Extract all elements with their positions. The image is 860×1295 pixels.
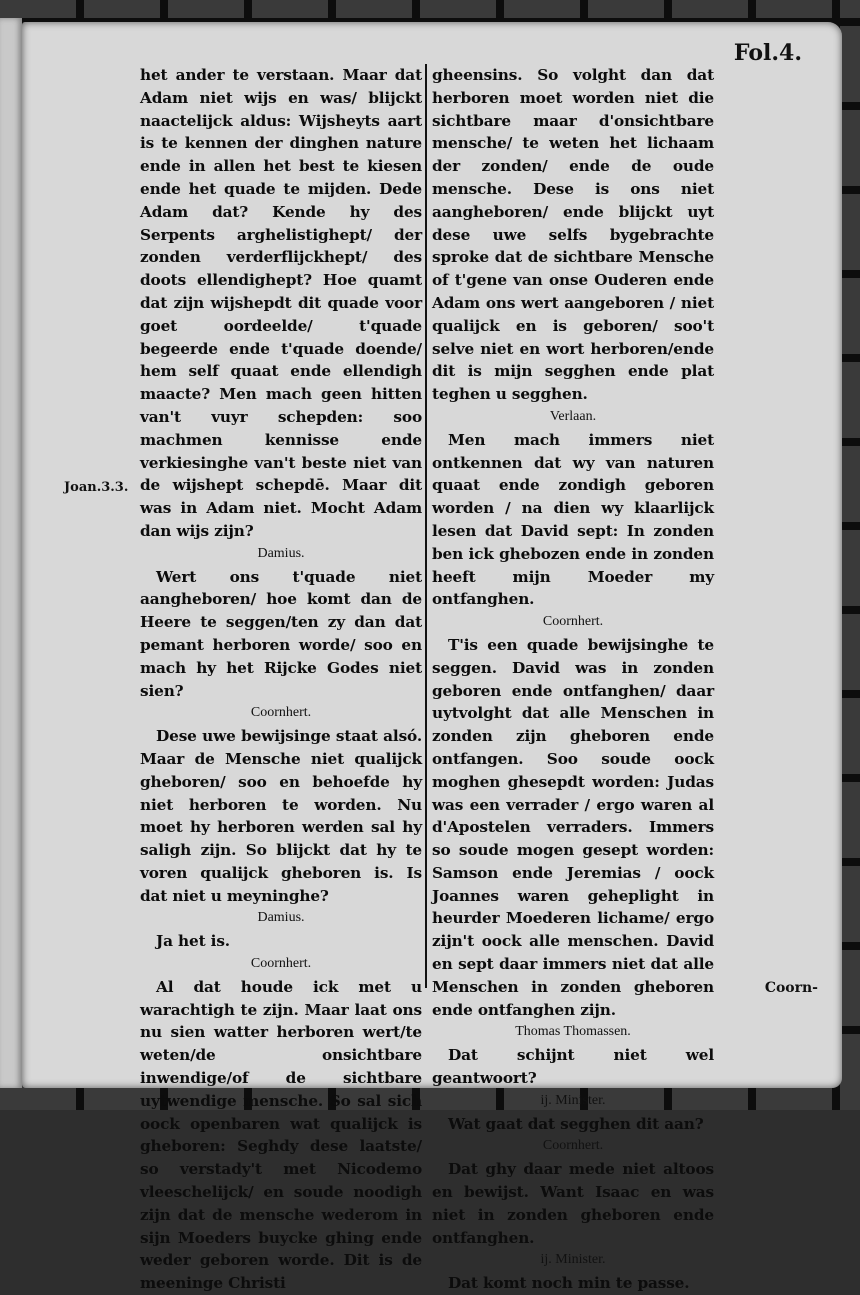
- left-column: [140, 64, 422, 1295]
- margin-reference: Joan.3.3.: [64, 480, 129, 495]
- paragraph: Dat komt noch min te passe.: [448, 1274, 690, 1293]
- speaker-name: Coornhert.: [542, 1138, 604, 1154]
- speaker-name: Damius.: [257, 545, 305, 561]
- paragraph: het ander te verstaan. Maar dat Adam niet wijs en was/ blijckt naactelijck aldus: Wijsheyts aart is te kennen der dinghen nature ende in allen het best te kiesen ende het quade te mijden. Dede Adam dat? Kende hy des Serpents arghelistighept/ der zonden verderflijckhept/ des doots ellendighept? Hoe quamt dat zijn wijshepdt dit quade voor goet oordeelde/ t'quade begeerde ende t'quade doende/ hem self quaat ende ellendigh maacte? Men mach geen hitten van't vuyr schepden: soo machmen kennisse ende verkiesinghe van't beste niet van de wijshept schepdē. Maar dit was in Adam niet. Mocht Adam dan wijs zijn?: [140, 66, 422, 540]
- paragraph: Wert ons t'quade niet aangheboren/ hoe komt dan de Heere te seggen/ten zy dan dat pemant herboren worde/ soo en mach hy het Rijcke Godes niet sien?: [140, 567, 422, 700]
- speaker-name: ij. Minister.: [540, 1252, 606, 1268]
- paragraph: gheensins. So volght dan dat herboren moet worden niet die sichtbare maar d'onsichtbare mensche/ te weten het lichaam der zonden/ ende de oude mensche. Dese is ons niet aangheboren/ ende blijckt uyt dese uwe selfs bygebrachte sproke dat de sichtbare Mensche of t'gene van onse Ouderen ende Adam ons wert aangeboren / niet qualijck en is geboren/ soo't selve niet en wort herboren/ende dit is mijn segghen ende plat teghen u segghen.: [432, 66, 714, 404]
- speaker-name: Verlaan.: [549, 408, 597, 424]
- paragraph: Wat gaat dat segghen dit aan?: [448, 1114, 704, 1133]
- speaker-name: Coornhert.: [250, 705, 312, 721]
- previous-page-edge: [0, 18, 22, 1088]
- paragraph: Men mach immers niet ontkennen dat wy van naturen quaat ende zondigh geboren worden / na dien wy klaarlijck lesen dat David sept: In zonden ben ick ghebozen ende in zonden heeft mijn Moeder my ontfanghen.: [432, 430, 714, 609]
- catchword: Coorn-: [764, 980, 818, 996]
- speaker-name: ij. Minister.: [540, 1092, 606, 1108]
- speaker-name: Coornhert.: [542, 614, 604, 630]
- folio-number: Fol.4.: [733, 40, 802, 66]
- paragraph: Al dat houde ick met u warachtigh te zijn. Maar laat ons nu sien watter herboren wert/te weten/de onsichtbare inwendige/of de sichtbare uytwendige mensche. So sal sich oock openbaren wat qualijck is gheboren: Seghdy dese laatste/ so verstady't met Nicodemo vleeschelijck/ en soude noodigh zijn dat de mensche wederom in sijn Moeders buycke ghing ende weder geboren worde. Dit is de meeninge Christi: [140, 977, 422, 1293]
- paragraph: T'is een quade bewijsinghe te seggen. David was in zonden geboren ende ontfanghen/ daar uytvolght dat alle Menschen in zonden zijn gheboren ende ontfangen. Soo soude oock moghen ghesepdt worden: Judas was een verrader / ergo waren al d'Apostelen verraders. Immers so soude mogen gesept worden: Samson ende Jeremias / oock Joannes waren geheplight in heurder Moederen lichame/ ergo zijn't oock alle menschen. David en sept daar immers niet dat alle Menschen in zonden gheboren ende ontfanghen zijn.: [432, 635, 714, 1019]
- speaker-name: Damius.: [257, 910, 305, 926]
- speaker-name: Coornhert.: [250, 956, 312, 972]
- book-page: [22, 22, 842, 1293]
- paragraph: Dat schijnt niet wel geantwoort?: [432, 1046, 714, 1088]
- speaker-name: Thomas Thomassen.: [515, 1024, 631, 1040]
- column-rule: [425, 64, 427, 988]
- paragraph: Dese uwe bewijsinge staat alsó. Maar de Mensche niet qualijck gheboren/ soo en behoefde hy niet herboren te worden. Nu moet hy herboren werden sal hy saligh zijn. So blijckt dat hy te voren qualijck gheboren is. Is dat niet u meyninghe?: [140, 727, 422, 905]
- right-column: [432, 64, 714, 1295]
- paragraph: Dat ghy daar mede niet altoos en bewijst. Want Isaac en was niet in zonden gheboren ende ontfanghen.: [432, 1160, 714, 1247]
- paragraph: Ja het is.: [156, 932, 230, 951]
